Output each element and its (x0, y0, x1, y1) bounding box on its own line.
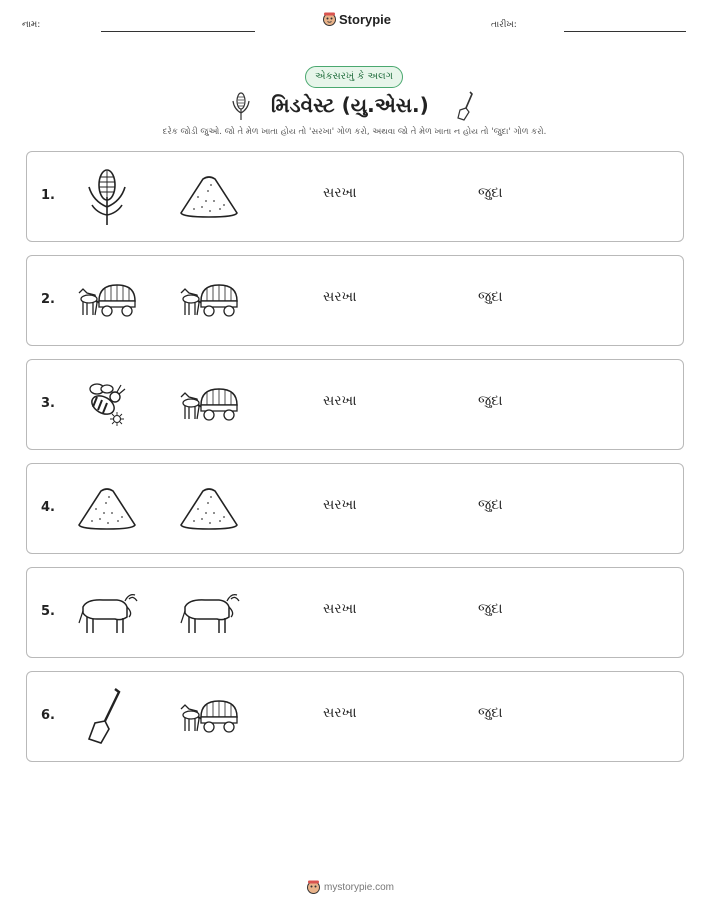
instructions: દરેક જોડી જુઓ. જો તે મેળ ખાતા હોય તો 'સરખા' ગોળ કરો, અથવા જો તે મેળ ખાતા ન હોય તો 'જુદા' ગોળ કરો. (162, 127, 547, 137)
shovel-icon (456, 90, 476, 122)
name-label: નામ: (22, 20, 41, 30)
covered-wagon-icon (77, 271, 137, 331)
different-option[interactable]: જુદા (478, 289, 503, 305)
question-row (26, 255, 684, 346)
date-label: તારીખ: (491, 20, 517, 30)
bison-icon (77, 583, 137, 643)
grain-pile-icon (77, 479, 137, 539)
different-option[interactable]: જુદા (478, 497, 503, 513)
question-number: 4. (41, 500, 55, 515)
covered-wagon-icon (179, 687, 239, 747)
same-option[interactable]: સરખા (323, 497, 357, 513)
page-title: મિડવેસ્ટ (યુ.એસ.) (271, 93, 429, 117)
same-option[interactable]: સરખા (323, 393, 357, 409)
same-option[interactable]: સરખા (323, 601, 357, 617)
footer-url: mystorypie.com (324, 882, 395, 893)
question-number: 3. (41, 396, 55, 411)
same-option[interactable]: સરખા (323, 705, 357, 721)
question-number: 1. (41, 188, 55, 203)
same-option[interactable]: સરખા (323, 289, 357, 305)
bison-icon (179, 583, 239, 643)
corn-icon (231, 91, 251, 121)
question-number: 2. (41, 292, 55, 307)
question-row (26, 359, 684, 450)
bee-icon (77, 375, 137, 435)
worksheet-type-badge: એકસરખું કે અલગ (305, 66, 403, 88)
question-number: 5. (41, 604, 55, 619)
question-number: 6. (41, 708, 55, 723)
different-option[interactable]: જુદા (478, 601, 503, 617)
corn-icon (77, 167, 137, 227)
question-row (26, 671, 684, 762)
brand-logo (323, 12, 391, 27)
grain-pile-icon (179, 479, 239, 539)
brand-name: Storypie (339, 12, 392, 27)
same-option[interactable]: સરખા (323, 185, 357, 201)
question-row (26, 151, 684, 242)
grain-pile-icon (179, 167, 239, 227)
title-row (0, 88, 709, 124)
question-row (26, 567, 684, 658)
question-row (26, 463, 684, 554)
covered-wagon-icon (179, 271, 239, 331)
different-option[interactable]: જુદા (478, 705, 503, 721)
different-option[interactable]: જુદા (478, 393, 503, 409)
different-option[interactable]: જુદા (478, 185, 503, 201)
shovel-icon (77, 687, 137, 747)
name-field[interactable] (101, 31, 255, 32)
storypie-mascot-icon (323, 12, 336, 27)
storypie-mascot-icon (307, 880, 320, 895)
footer (307, 880, 394, 895)
date-field[interactable] (564, 31, 686, 32)
covered-wagon-icon (179, 375, 239, 435)
